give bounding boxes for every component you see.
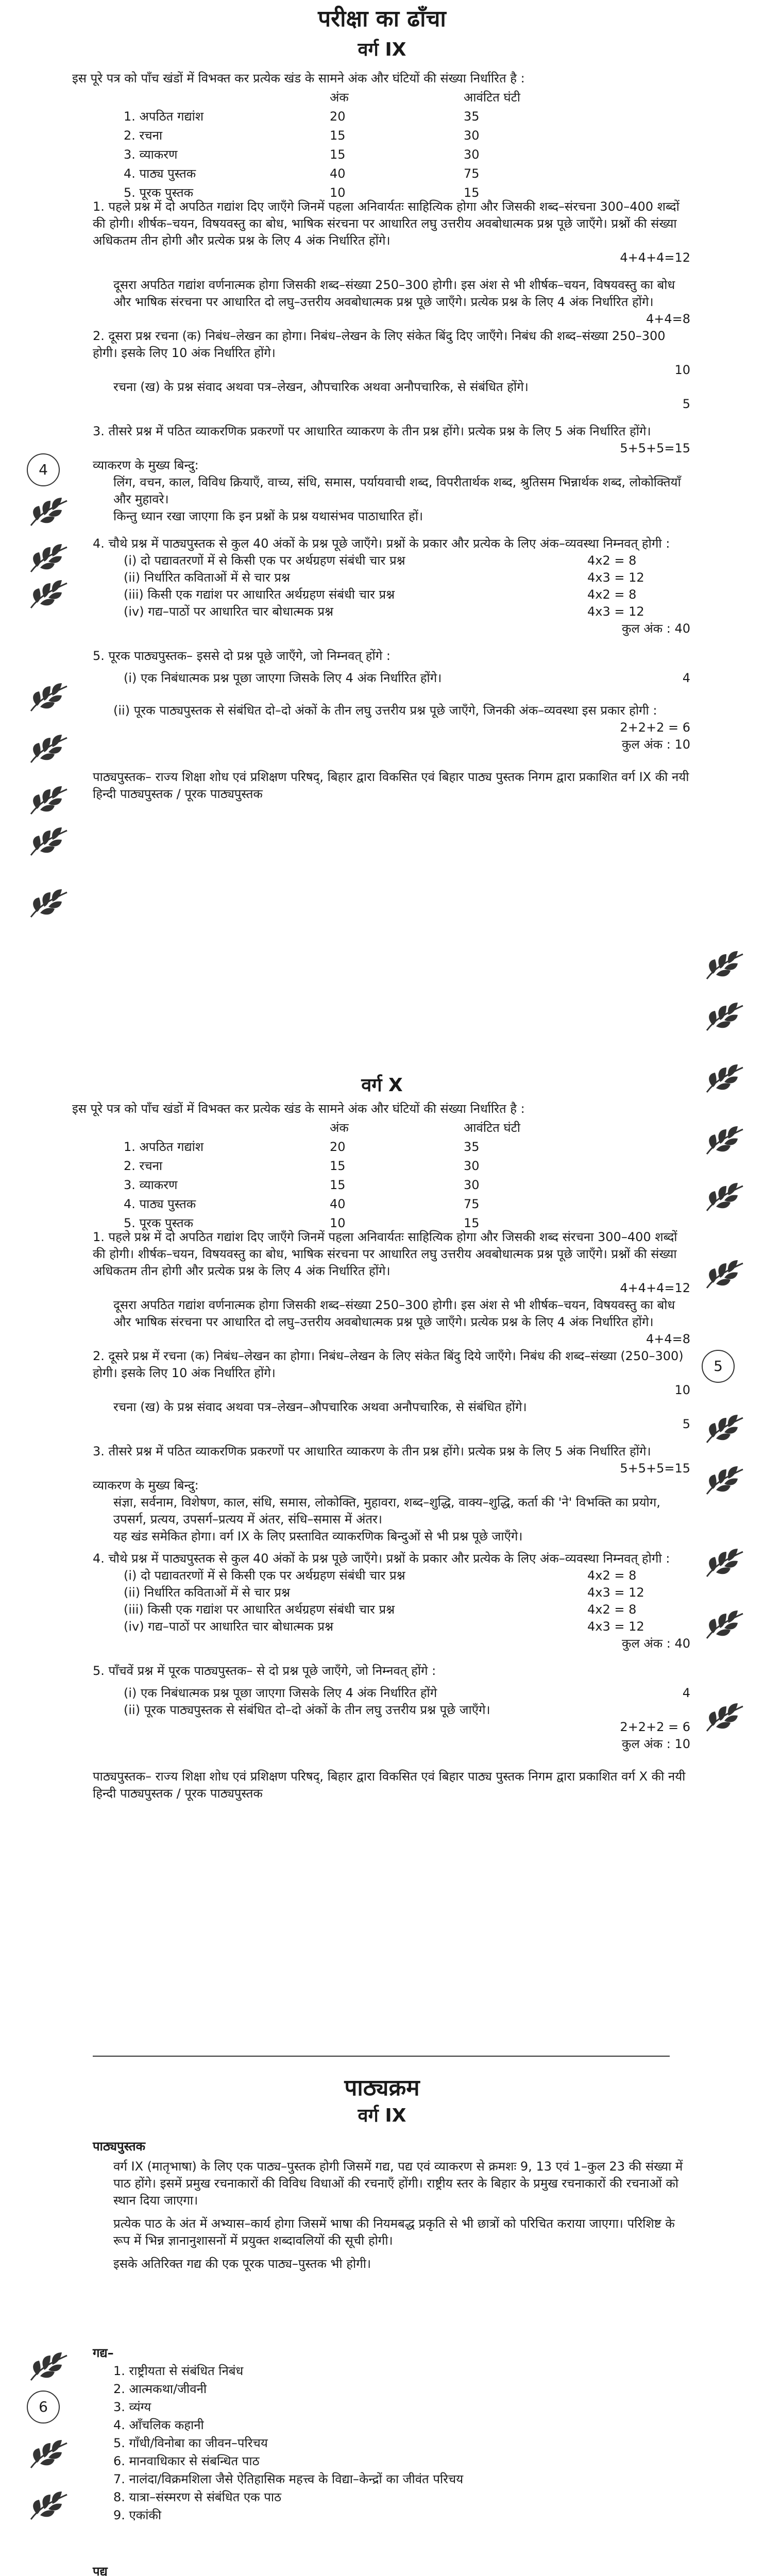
list-item: (iii) किसी एक गद्यांश पर आधारित अर्थग्रहण संबंधी चार प्रश्न 4x2 = 8 [124,1602,637,1617]
q4-text: 4. चौथे प्रश्न में पाठ्यपुस्तक से कुल 40 अंकों के प्रश्न पूछे जाएँगे। प्रश्नों के प्रकार और प्रत्येक के लिए अंक–व्यवस्था निम्नवत् होगी : [93,536,670,551]
periods-header: आवंटित घंटी [464,90,520,105]
q2-text: 2. दूसरा प्रश्न रचना (क) निबंध–लेखन का होगा। निबंध–लेखन के लिए संकेत बिंदु दिए जाएँगे। निबंध की शब्द–संख्या 250–300 होगी। इसके लिए 10 अंक निर्धारित होंगे। [93,329,666,360]
prose-list [93,2344,463,2524]
leaf-ornament-icon [26,2349,72,2385]
leaf-ornament-icon [702,1257,748,1293]
grammar-points: संज्ञा, सर्वनाम, विशेषण, काल, संधि, समास, लोकोक्ति, मुहावरा, शब्द–शुद्धि, वाक्य–शुद्धि, कर्ता की 'ने' विभक्ति का प्रयोग, उपसर्ग, प्रत्यय, उपसर्ग–प्रत्यय में अंतर, संधि–समास में अंतर। [113,1495,660,1527]
leaf-ornament-icon [26,680,72,716]
q3-text: 3. तीसरे प्रश्न में पठित व्याकरणिक प्रकरणों पर आधारित व्याकरण के तीन प्रश्न होंगे। प्रत्येक प्रश्न के लिए 5 अंक निर्धारित होंगे। [93,424,651,438]
q5-total: कुल अंक : 10 [622,1737,690,1751]
leaf-ornament-icon [702,1061,748,1097]
poetry-list [93,2563,680,2576]
table-row: 1. अपठित गद्यांश 20 35 [124,109,480,124]
leaf-ornament-icon [702,1123,748,1159]
syllabus-p2: प्रत्येक पाठ के अंत में अभ्यास–कार्य होगा जिसमें भाषा की नियमबद्ध प्रकृति से भी छात्रों को परिचित कराया जाएगा। परिशिष्ट के रूप में भिन्न ज्ञानानुशासनों में प्रयुक्त शब्दावलियों की सूची होगी। [113,2216,675,2248]
q2b-marks: 5 [682,397,690,411]
list-item: (ii) निर्धारित कविताओं में से चार प्रश्न 4x3 = 12 [124,570,644,585]
list-item: (i) एक निबंधात्मक प्रश्न पूछा जाएगा जिसके लिए 4 अंक निर्धारित होंगे। 4 [124,671,690,685]
grammar-head: व्याकरण के मुख्य बिन्दु: [93,1478,199,1493]
table-row: 4. पाठ्य पुस्तक 40 75 [124,1196,480,1211]
class-9-questions [93,198,690,803]
class-10-questions [93,1229,690,1802]
q5-total: कुल अंक : 10 [622,737,690,752]
q1b-text: दूसरा अपठित गद्यांश वर्णनात्मक होगा जिसकी शब्द–संख्या 250–300 होगी। इस अंश से भी शीर्षक–चयन, विषयवस्तु का बोध और भाषिक संरचना पर आधारित दो लघु–उत्तरीय अवबोधात्मक प्रश्न पूछे जाएँगे। प्रत्येक प्रश्न के लिए 4 अंक निर्धारित होंगे। [113,278,675,309]
leaf-ornament-icon [26,886,72,922]
leaf-ornament-icon [26,732,72,768]
q5-text: 5. पाँचवें प्रश्न में पूरक पाठ्यपुस्तक– से दो प्रश्न पूछे जाएँगे, जो निम्नवत् होंगे : [93,1664,436,1678]
list-item: 2. आत्मकथा/जीवनी [113,2382,207,2396]
marks-table-10 [124,1118,567,1232]
leaf-ornament-icon [702,1463,748,1499]
leaf-ornament-icon [702,1607,748,1643]
class-9-heading: वर्ग IX [358,39,406,60]
leaf-ornament-icon [26,541,72,577]
syllabus-class-heading: वर्ग IX [358,2105,406,2126]
section-divider [93,2056,670,2057]
intro-text-9: इस पूरे पत्र को पाँच खंडों में विभक्त कर प्रत्येक खंड के सामने अंक और घंटियों की संख्या निर्धारित है : [72,71,525,86]
q1b-marks: 4+4=8 [646,312,690,326]
q3-marks: 5+5+5=15 [620,441,690,455]
grammar-head: व्याकरण के मुख्य बिन्दु: [93,458,199,472]
q1-marks: 4+4+4=12 [620,250,690,265]
textbook-head: पाठ्यपुस्तक [93,2139,146,2154]
q2-marks: 10 [674,1383,690,1397]
q3-marks: 5+5+5=15 [620,1461,690,1476]
q3-text: 3. तीसरे प्रश्न में पठित व्याकरणिक प्रकरणों पर आधारित व्याकरण के तीन प्रश्न होंगे। प्रत्येक प्रश्न के लिए 5 अंक निर्धारित होंगे। [93,1444,651,1459]
marks-header: अंक [330,1121,349,1135]
syllabus-intro [93,2138,690,2273]
books-note-10: पाठ्यपुस्तक– राज्य शिक्षा शोध एवं प्रशिक्षण परिषद्, बिहार द्वारा विकसित एवं बिहार पाठ्य पुस्तक निगम द्वारा प्रकाशित वर्ग X की नयी हिन्दी पाठ्यपुस्तक / पूरक पाठ्यपुस्तक [93,1769,686,1801]
q2-text: 2. दूसरे प्रश्न में रचना (क) निबंध–लेखन का होगा। निबंध–लेखन के लिए संकेत बिंदु दिये जाएँगे। निबंध की शब्द–संख्या (250–300) होगी। इसके लिए 10 अंक निर्धारित होंगे। [93,1349,684,1380]
page-number-badge: 4 [27,453,60,486]
q5-ii-marks: 2+2+2 = 6 [620,1720,690,1734]
list-item: (iv) गद्य–पाठों पर आधारित चार बोधात्मक प्रश्न 4x3 = 12 [124,604,644,619]
periods-header: आवंटित घंटी [464,1121,520,1135]
grammar-note: यह खंड समेकित होगा। वर्ग IX के लिए प्रस्तावित व्याकरणिक बिन्दुओं से भी प्रश्न पूछे जाएँगे। [113,1529,523,1544]
q1-text: 1. पहले प्रश्न में दो अपठित गद्यांश दिए जाएँगे जिनमें पहला अनिवार्यतः साहित्यिक होगा और जिसकी शब्द संरचना 300–400 शब्दों की होगी। शीर्षक–चयन, विषयवस्तु का बोध, भाषिक संरचना पर आधारित लघु उत्तरीय अवबोधात्मक प्रश्न पूछे जाएँगे। प्रश्नों की संख्या अधिकतम तीन होगी और प्रत्येक प्रश्न के लिए 4 अंक निर्धारित होंगे। [93,1230,677,1278]
q1-text: 1. पहले प्रश्न में दो अपठित गद्यांश दिए जाएँगे जिनमें पहला अनिवार्यतः साहित्यिक होगा और जिसकी शब्द–संरचना 300–400 शब्दों की होगी। शीर्षक–चयन, विषयवस्तु का बोध, भाषिक संरचना पर आधारित लघु उत्तरीय अवबोधात्मक प्रश्न पूछे जाएँगे। प्रश्नों की संख्या अधिकतम तीन होगी और प्रत्येक प्रश्न के लिए 4 अंक निर्धारित होंगे। [93,199,680,248]
leaf-ornament-icon [26,824,72,860]
q2-marks: 10 [674,363,690,377]
q4-total: कुल अंक : 40 [622,1636,690,1651]
list-item: (ii) पूरक पाठ्यपुस्तक से संबंधित दो–दो अंकों के तीन लघु उत्तरीय प्रश्न पूछे जाएँगे। [124,1703,490,1717]
table-row: 2. रचना 15 30 [124,1158,480,1173]
marks-table-9 [124,88,567,202]
table-row: 5. पूरक पुस्तक 10 15 [124,1215,480,1230]
page-number-badge: 5 [702,1350,735,1383]
leaf-ornament-icon [26,783,72,819]
q5-text: 5. पूरक पाठ्यपुस्तक– इससे दो प्रश्न पूछे जाएँगे, जो निम्नवत् होंगे : [93,649,391,663]
list-item: (ii) निर्धारित कविताओं में से चार प्रश्न 4x3 = 12 [124,1585,644,1600]
list-item: (iv) गद्य–पाठों पर आधारित चार बोधात्मक प्रश्न 4x3 = 12 [124,1619,644,1634]
leaf-ornament-icon [26,2437,72,2473]
grammar-points: लिंग, वचन, काल, विविध क्रियाएँ, वाच्य, संधि, समास, पर्यायवाची शब्द, विपरीतार्थक शब्द, श्रुतिसम भिन्नार्थक शब्द, लोकोक्तियाँ और मुहावरे। [113,475,681,506]
syllabus-p1: वर्ग IX (मातृभाषा) के लिए एक पाठ्य–पुस्तक होगी जिसमें गद्य, पद्य एवं व्याकरण से क्रमशः 9, 13 एवं 1–कुल 23 की संख्या में पाठ होंगे। इसमें प्रमुख रचनाकारों की विविध विधाओं की रचनाएँ होंगी। राष्ट्रीय स्तर के बिहार के प्रमुख रचनाकारों की रचनाओं को स्थान दिया जाएगा। [113,2159,683,2208]
q5-ii-marks: 2+2+2 = 6 [620,720,690,735]
q1b-marks: 4+4=8 [646,1332,690,1346]
leaf-ornament-icon [702,1546,748,1582]
leaf-ornament-icon [702,1412,748,1448]
list-item: (i) दो पद्यावतरणों में से किसी एक पर अर्थग्रहण संबंधी चार प्रश्न 4x2 = 8 [124,1568,637,1583]
leaf-ornament-icon [26,2488,72,2524]
q2b-text: रचना (ख) के प्रश्न संवाद अथवा पत्र–लेखन, औपचारिक अथवा अनौपचारिक, से संबंधित होंगे। [113,380,529,394]
list-item: (i) दो पद्यावतरणों में से किसी एक पर अर्थग्रहण संबंधी चार प्रश्न 4x2 = 8 [124,553,637,568]
leaf-ornament-icon [702,1700,748,1736]
grammar-note: किन्तु ध्यान रखा जाएगा कि इन प्रश्नों के प्रश्न यथासंभव पाठाधारित हों। [113,509,423,523]
q4-text: 4. चौथे प्रश्न में पाठ्यपुस्तक से कुल 40 अंकों के प्रश्न पूछे जाएँगे। प्रश्नों के प्रकार और प्रत्येक के लिए अंक–व्यवस्था निम्नवत् होगी : [93,1551,670,1566]
table-row: 4. पाठ्य पुस्तक 40 75 [124,166,480,181]
list-item: 8. यात्रा–संस्मरण से संबंधित एक पाठ [113,2490,282,2504]
list-item: 7. नालंदा/विक्रमशिला जैसे ऐतिहासिक महत्त्व के विद्या–केन्द्रों का जीवंत परिचय [113,2472,464,2486]
list-item: 9. एकांकी [113,2508,162,2522]
table-row: 1. अपठित गद्यांश 20 35 [124,1139,480,1154]
q1b-text: दूसरा अपठित गद्यांश वर्णनात्मक होगा जिसकी शब्द–संख्या 250–300 होगी। इस अंश से भी शीर्षक–चयन, विषयवस्तु का बोध और भाषिक संरचना पर आधारित दो लघु–उत्तरीय अवबोधात्मक प्रश्न पूछे जाएँगे। प्रत्येक प्रश्न के लिए 4 अंक निर्धारित होंगे। [113,1298,675,1329]
list-item: 5. गाँधी/विनोबा का जीवन–परिचय [113,2436,268,2450]
leaf-ornament-icon [702,948,748,984]
list-item: 4. आँचलिक कहानी [113,2418,204,2432]
q2b-text: रचना (ख) के प्रश्न संवाद अथवा पत्र–लेखन–औपचारिक अथवा अनौपचारिक, से संबंधित होंगे। [113,1400,527,1414]
table-row: 3. व्याकरण 15 30 [124,147,480,162]
table-row: 2. रचना 15 30 [124,128,480,143]
marks-header: अंक [330,90,349,105]
q4-total: कुल अंक : 40 [622,621,690,636]
list-item: (i) एक निबंधात्मक प्रश्न पूछा जाएगा जिसके लिए 4 अंक निर्धारित होंगे 4 [124,1686,690,1700]
prose-head: गद्य– [93,2346,114,2360]
books-note-9: पाठ्यपुस्तक– राज्य शिक्षा शोध एवं प्रशिक्षण परिषद्, बिहार द्वारा विकसित एवं बिहार पाठ्य पुस्तक निगम द्वारा प्रकाशित वर्ग IX की नयी हिन्दी पाठ्यपुस्तक / पूरक पाठ्यपुस्तक [93,770,689,801]
q5-ii-text: (ii) पूरक पाठ्यपुस्तक से संबंधित दो–दो अंकों के तीन लघु उत्तरीय प्रश्न पूछे जाएँगे, जिनकी अंक–व्यवस्था इस प्रकार होगी : [113,703,657,718]
table-row: 5. पूरक पुस्तक 10 15 [124,185,480,200]
syllabus-title: पाठ्यक्रम [344,2075,420,2101]
list-item: 1. राष्ट्रीयता से संबंधित निबंध [113,2364,244,2378]
leaf-ornament-icon [26,577,72,613]
list-item: 3. व्यंग्य [113,2400,151,2414]
syllabus-p3: इसके अतिरिक्त गद्य की एक पूरक पाठ्य–पुस्तक भी होगी। [113,2257,371,2271]
intro-text-10: इस पूरे पत्र को पाँच खंडों में विभक्त कर प्रत्येक खंड के सामने अंक और घंटियों की संख्या निर्धारित है : [72,1101,525,1116]
list-item: 6. मानवाधिकार से संबन्धित पाठ [113,2454,260,2468]
page-number-badge: 6 [27,2391,60,2424]
q1-marks: 4+4+4=12 [620,1281,690,1295]
leaf-ornament-icon [26,495,72,531]
q2b-marks: 5 [682,1417,690,1431]
poetry-head: पद्य [93,2564,108,2576]
list-item: (iii) किसी एक गद्यांश पर आधारित अर्थग्रहण संबंधी चार प्रश्न 4x2 = 8 [124,587,637,602]
table-row: 3. व्याकरण 15 30 [124,1177,480,1192]
class-10-heading: वर्ग X [361,1075,403,1096]
leaf-ornament-icon [702,1180,748,1216]
leaf-ornament-icon [702,999,748,1036]
exam-pattern-title: परीक्षा का ढाँचा [318,6,446,32]
